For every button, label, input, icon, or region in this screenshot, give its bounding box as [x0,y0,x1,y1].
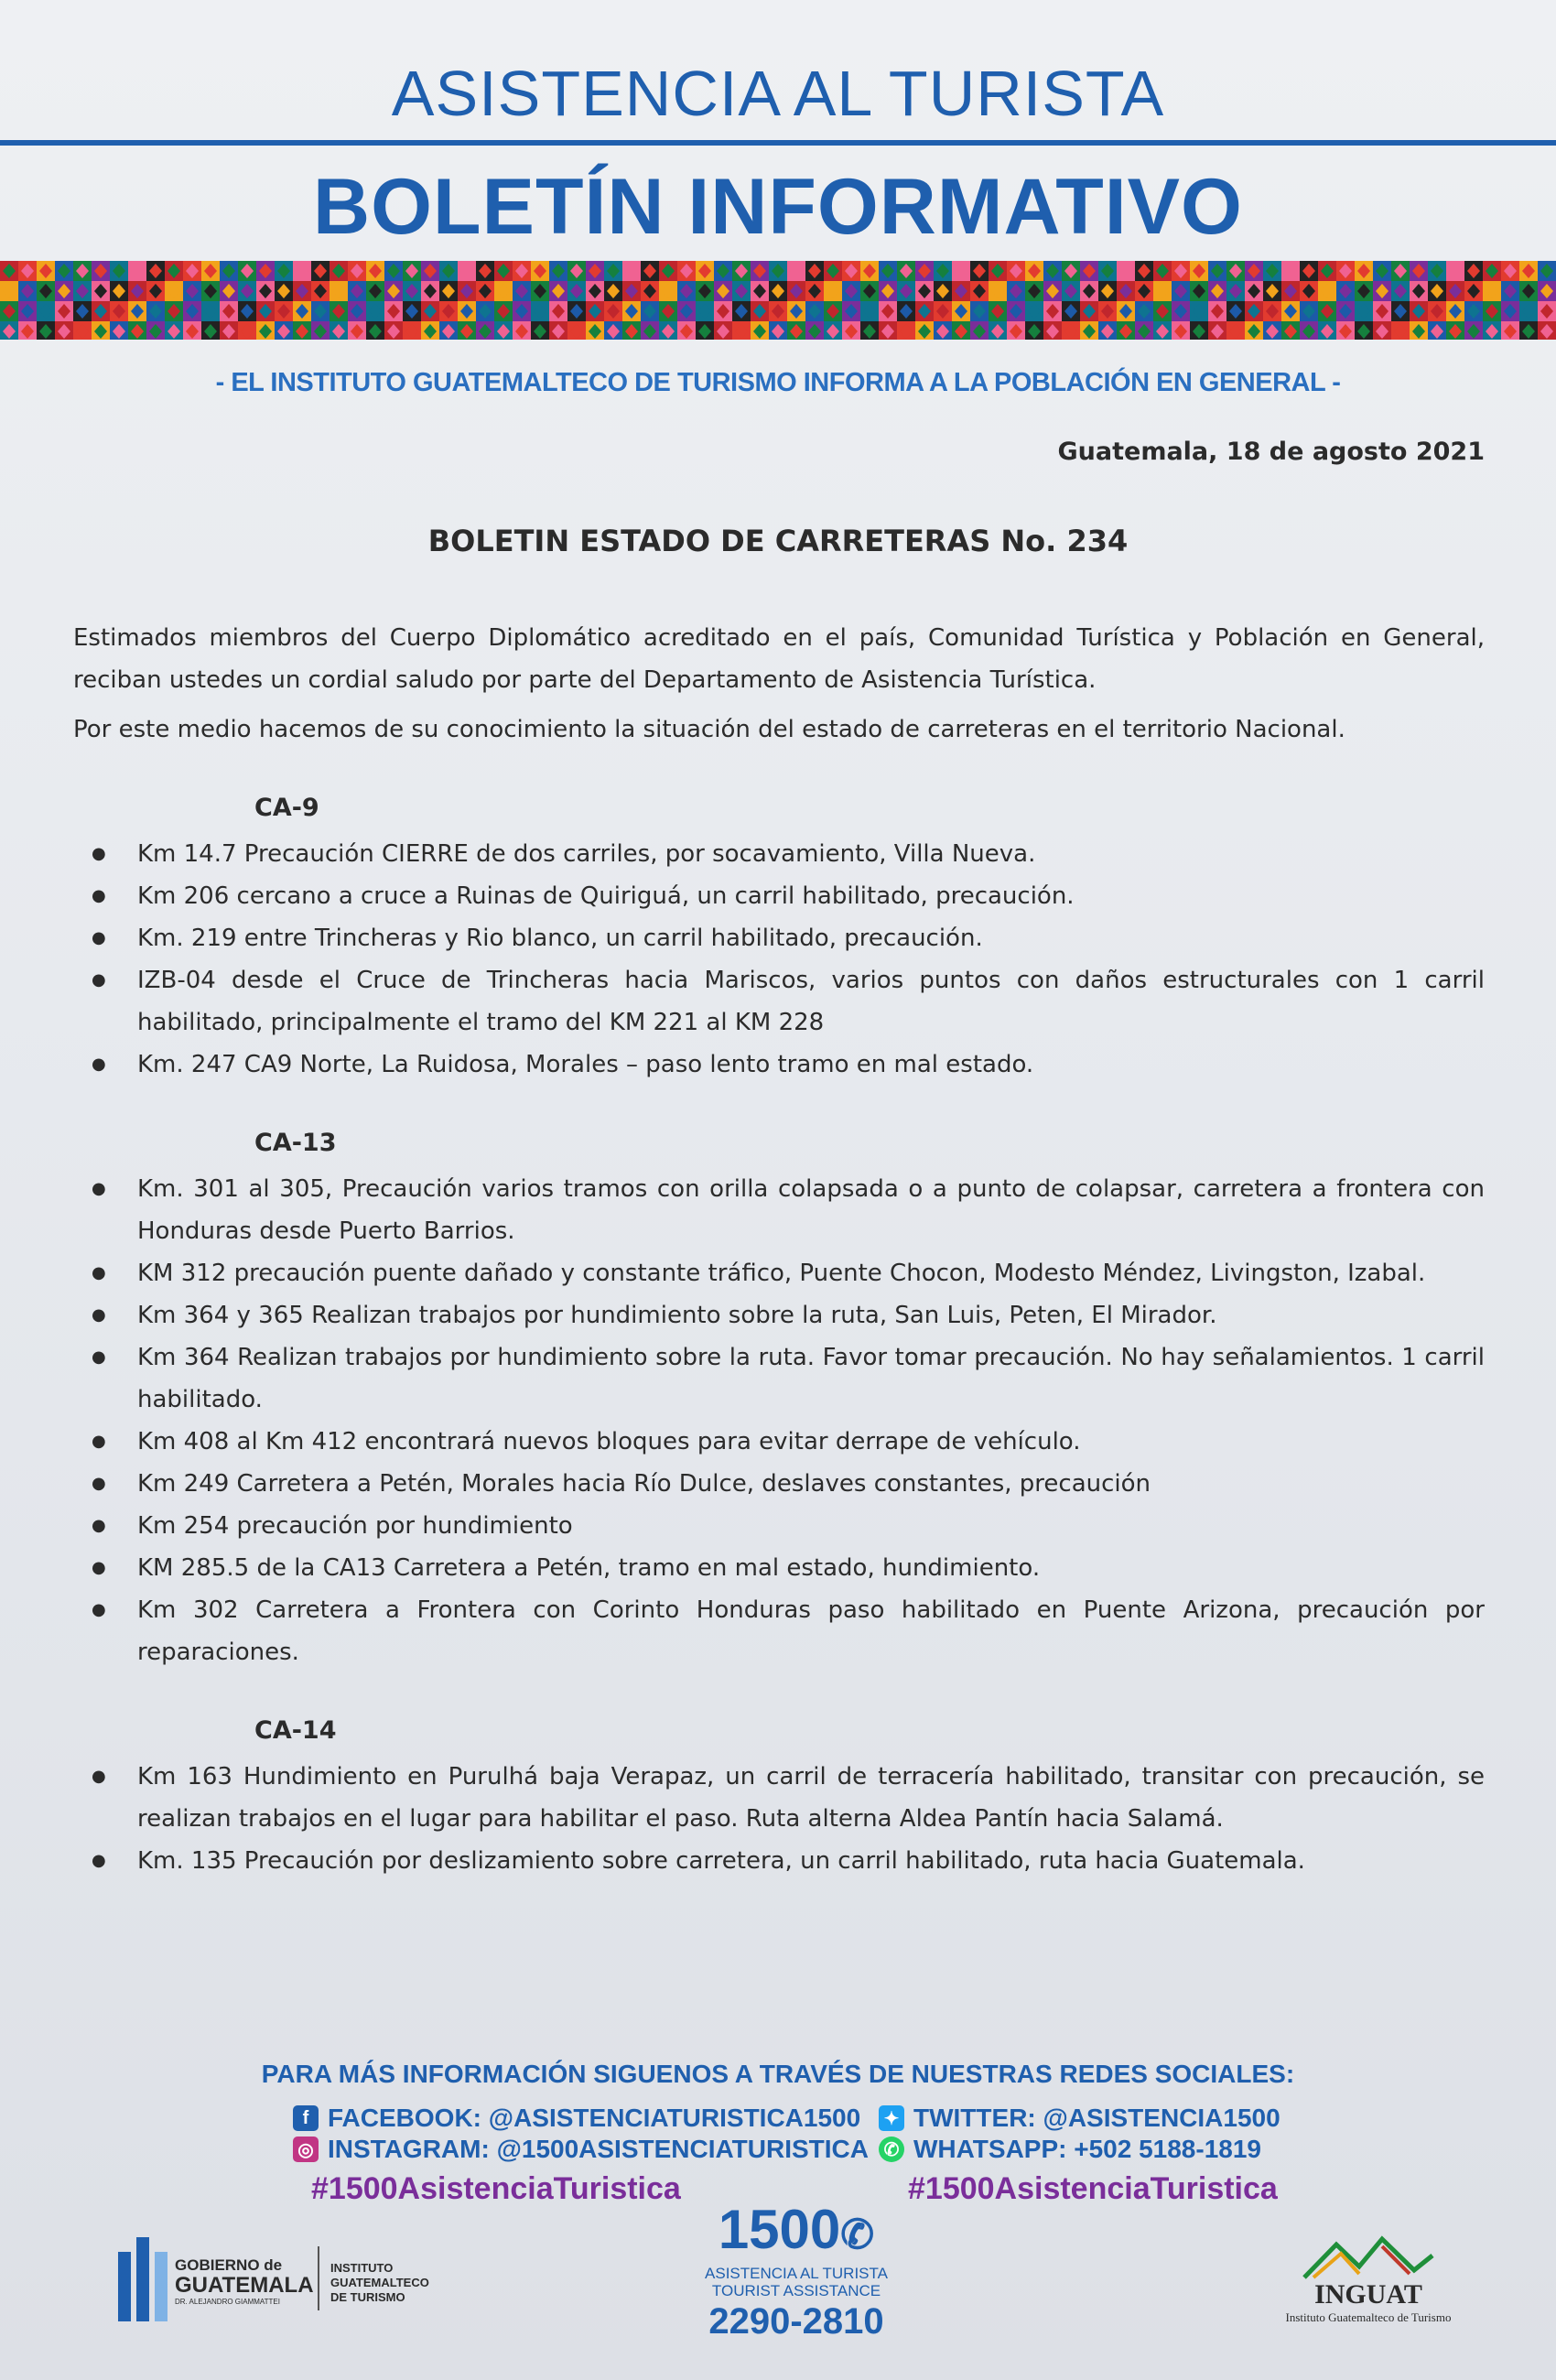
bullet-icon: ● [92,1516,106,1535]
twitter-label: TWITTER: @ASISTENCIA1500 [913,2104,1280,2132]
inst-line3: DE TURISMO [330,2290,405,2304]
inguat-mark-icon [1295,2234,1442,2279]
gobierno-logo [114,2234,462,2334]
hotline-line1: ASISTENCIA AL TURISTA [705,2265,888,2282]
bullet-icon: ● [92,1474,106,1493]
gob-line2: GUATEMALA [175,2273,314,2298]
section-list-ca9 [73,833,1485,1086]
bullet-icon: ● [92,928,106,947]
twitter-icon: ✦ [879,2105,904,2131]
list-item: ● Km 302 Carretera a Frontera con Corinto Honduras paso habilitado en Puente Arizona, precaución por reparaciones. [73,1589,1485,1673]
bullet-icon: ● [92,1179,106,1198]
list-item: ● Km. 135 Precaución por deslizamiento sobre carretera, un carril habilitado, ruta hacia Guatemala. [73,1840,1485,1882]
header-title-2: BOLETÍN INFORMATIVO [313,163,1243,251]
section-title-ca14: CA-14 [254,1716,337,1745]
facebook-label: FACEBOOK: @ASISTENCIATURISTICA1500 [328,2104,861,2132]
bullet-icon: ● [92,1263,106,1282]
hotline-phone: 2290-2810 [708,2301,884,2342]
whatsapp-link[interactable] [879,2135,1261,2164]
inst-line1: INSTITUTO [330,2261,394,2275]
bullet-icon: ● [92,1767,106,1786]
intro-paragraph: Estimados miembros del Cuerpo Diplomático acreditado en el país, Comunidad Turística y Población en General, reciban ustedes un cordial saludo por parte del Departamento de Asistencia Turística. [73,624,1485,694]
twitter-link[interactable] [879,2104,1280,2133]
bulletin-title: BOLETIN ESTADO DE CARRETERAS No. 234 [427,524,1129,558]
header-title-1: ASISTENCIA AL TURISTA [391,58,1165,129]
hotline-line2: TOURIST ASSISTANCE [711,2282,881,2299]
header-divider [0,140,1556,146]
instagram-label: INSTAGRAM: @1500ASISTENCIATURISTICA [328,2135,869,2163]
instagram-link[interactable] [293,2135,869,2164]
bulletin-date: Guatemala, 18 de agosto 2021 [1057,438,1485,466]
list-item: ● Km 163 Hundimiento en Purulhá baja Verapaz, un carril de terracería habilitado, transitar con precaución, se realizan trabajos en el lugar para habilitar el paso. Ruta alterna Aldea Pantín hacia Salamá. [73,1756,1485,1840]
hotline-1500[interactable] [705,2201,888,2343]
hashtag-right[interactable]: #1500AsistenciaTuristica [908,2171,1278,2206]
logo-divider [318,2246,319,2310]
header-subtitle: - EL INSTITUTO GUATEMALTECO DE TURISMO INFORMA A LA POBLACIÓN EN GENERAL - [215,368,1341,397]
bulletin-body [73,617,1485,1882]
bullet-icon: ● [92,1851,106,1870]
list-item: ● Km 249 Carretera a Petén, Morales hacia Río Dulce, deslaves constantes, precaución [73,1463,1485,1505]
social-title: PARA MÁS INFORMACIÓN SIGUENOS A TRAVÉS DE NUESTRAS REDES SOCIALES: [261,2060,1295,2088]
list-item: ● Km. 301 al 305, Precaución varios tramos con orilla colapsada o a punto de colapsar, carretera a frontera con Honduras desde Puerto Barrios. [73,1168,1485,1252]
list-item: ● KM 285.5 de la CA13 Carretera a Petén, tramo en mal estado, hundimiento. [73,1547,1485,1589]
inguat-logo [1263,2234,1474,2343]
intro-paragraph: Por este medio hacemos de su conocimiento la situación del estado de carreteras en el territorio Nacional. [73,716,1345,743]
facebook-icon: f [293,2105,319,2131]
section-list-ca13 [73,1168,1485,1673]
gob-line3: DR. ALEJANDRO GIAMMATTEI [175,2298,280,2306]
bullet-icon: ● [92,1347,106,1367]
hashtag-left[interactable]: #1500AsistenciaTuristica [311,2171,681,2206]
list-item: ● Km. 247 CA9 Norte, La Ruidosa, Morales – paso lento tramo en mal estado. [73,1044,1485,1086]
hotline-number: 1500 [718,2199,841,2260]
bullet-icon: ● [92,1558,106,1577]
bullet-icon: ● [92,844,106,863]
bullet-icon: ● [92,970,106,990]
list-item: ● Km 408 al Km 412 encontrará nuevos bloques para evitar derrape de vehículo. [73,1421,1485,1463]
bullet-icon: ● [92,1432,106,1451]
instagram-icon: ◎ [293,2137,319,2162]
list-item: ● Km. 219 entre Trincheras y Rio blanco, un carril habilitado, precaución. [73,917,1485,959]
list-item: ● Km 364 y 365 Realizan trabajos por hundimiento sobre la ruta, San Luis, Peten, El Mirador. [73,1294,1485,1336]
bullet-icon: ● [92,1600,106,1619]
section-list-ca14 [73,1756,1485,1882]
list-item: ● Km 14.7 Precaución CIERRE de dos carriles, por socavamiento, Villa Nueva. [73,833,1485,875]
list-item: ● Km 206 cercano a cruce a Ruinas de Quiriguá, un carril habilitado, precaución. [73,875,1485,917]
textile-banner [0,261,1556,340]
gob-line1: GOBIERNO de [175,2256,283,2274]
inguat-sub: Instituto Guatemalteco de Turismo [1285,2310,1452,2324]
bullet-icon: ● [92,1055,106,1074]
section-title-ca9: CA-9 [254,794,319,822]
bullet-icon: ● [92,886,106,905]
list-item: ● Km 254 precaución por hundimiento [73,1505,1485,1547]
phone-icon: ✆ [840,2212,875,2257]
inst-line2: GUATEMALTECO [330,2276,429,2289]
list-item: ● KM 312 precaución puente dañado y constante tráfico, Puente Chocon, Modesto Méndez, Livingston, Izabal. [73,1252,1485,1294]
whatsapp-label: WHATSAPP: +502 5188-1819 [913,2135,1261,2163]
whatsapp-icon: ✆ [879,2137,904,2162]
bullet-icon: ● [92,1305,106,1325]
list-item: ● IZB-04 desde el Cruce de Trincheras hacia Mariscos, varios puntos con daños estructurales con 1 carril habilitado, principalmente el tramo del KM 221 al KM 228 [73,959,1485,1044]
facebook-link[interactable] [293,2104,860,2133]
section-title-ca13: CA-13 [254,1129,337,1157]
gobierno-flag-icon [114,2234,169,2325]
inguat-name: INGUAT [1314,2279,1422,2310]
list-item: ● Km 364 Realizan trabajos por hundimiento sobre la ruta. Favor tomar precaución. No hay señalamientos. 1 carril habilitado. [73,1336,1485,1421]
